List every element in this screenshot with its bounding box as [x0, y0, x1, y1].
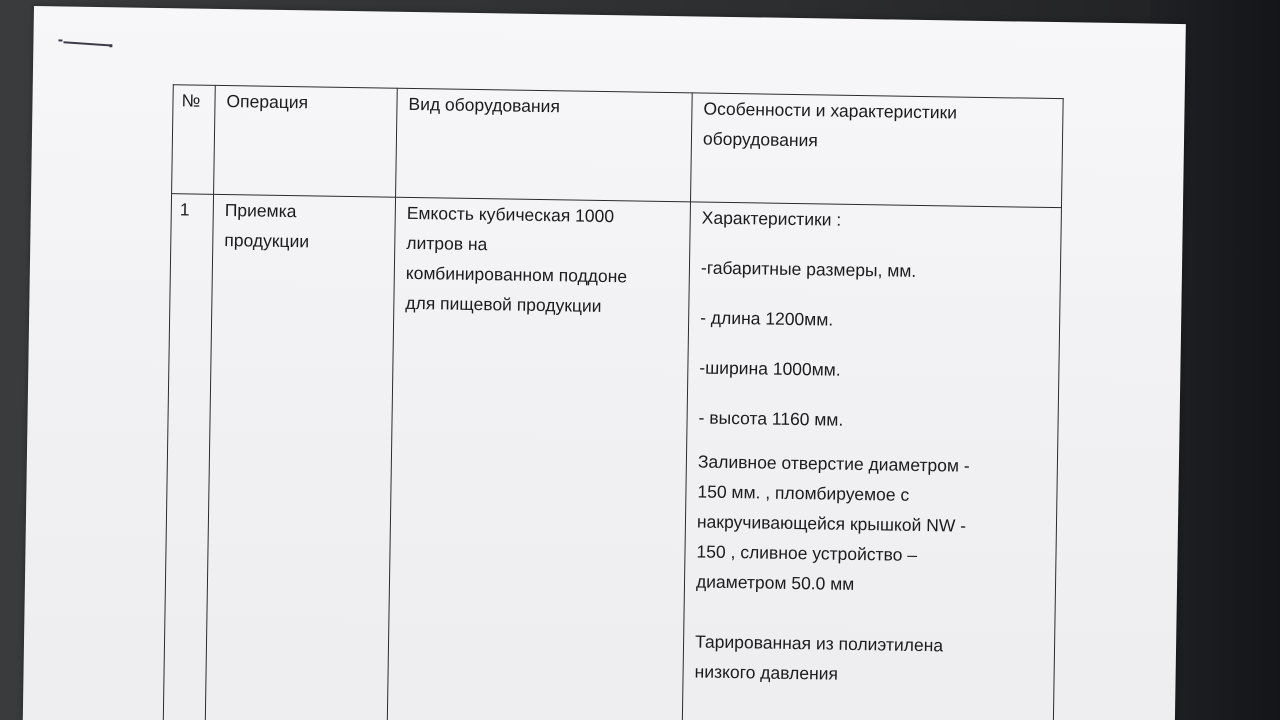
row-operation-cell — [203, 194, 395, 720]
header-features-line-1: Особенности и характеристики — [703, 98, 958, 123]
equipment-line-3: комбинированном поддоне — [405, 262, 628, 287]
header-features-cell — [691, 93, 1064, 208]
table-header-row — [172, 85, 1064, 208]
header-number: № — [181, 90, 201, 111]
header-equipment: Вид оборудования — [408, 93, 561, 117]
header-operation: Операция — [226, 91, 309, 113]
pen-mark-dot-end — [109, 44, 112, 47]
header-operation-cell — [214, 85, 398, 197]
material-line-1: Тарированная из полиэтилена — [694, 631, 944, 656]
features-title: Характеристики : — [701, 207, 842, 230]
fill-line-2: 150 мм. , пломбируемое с — [697, 481, 910, 505]
row-equipment-cell — [385, 197, 690, 720]
row-features-cell — [680, 202, 1061, 720]
equipment-line-2: литров на — [406, 232, 488, 255]
fill-line-1: Заливное отверстие диаметром - — [697, 451, 970, 476]
operation-line-2: продукции — [224, 230, 310, 252]
equipment-line-1: Емкость кубическая 1000 — [406, 202, 615, 227]
fill-line-5: диаметром 50.0 мм — [695, 571, 855, 594]
pen-mark-stroke — [63, 41, 111, 46]
features-length: - длина 1200мм. — [700, 307, 834, 330]
fill-line-3: накручивающейся крышкой NW - — [696, 511, 967, 536]
header-number-cell — [172, 85, 216, 195]
features-width: -ширина 1000мм. — [699, 357, 841, 380]
header-features-line-2: оборудования — [702, 128, 819, 151]
material-line-2: низкого давления — [694, 661, 839, 684]
features-height: - высота 1160 мм. — [698, 407, 844, 430]
pen-mark-dot — [58, 39, 62, 41]
row-number: 1 — [179, 199, 190, 220]
operation-line-1: Приемка — [224, 200, 297, 222]
equipment-line-4: для пищевой продукции — [405, 292, 602, 316]
equipment-table — [161, 84, 1064, 720]
features-dims: -габаритные размеры, мм. — [700, 257, 917, 281]
fill-line-4: 150 , сливное устройство – — [696, 541, 918, 565]
table-row — [162, 194, 1062, 720]
header-equipment-cell — [396, 88, 693, 202]
document-page — [22, 6, 1186, 720]
